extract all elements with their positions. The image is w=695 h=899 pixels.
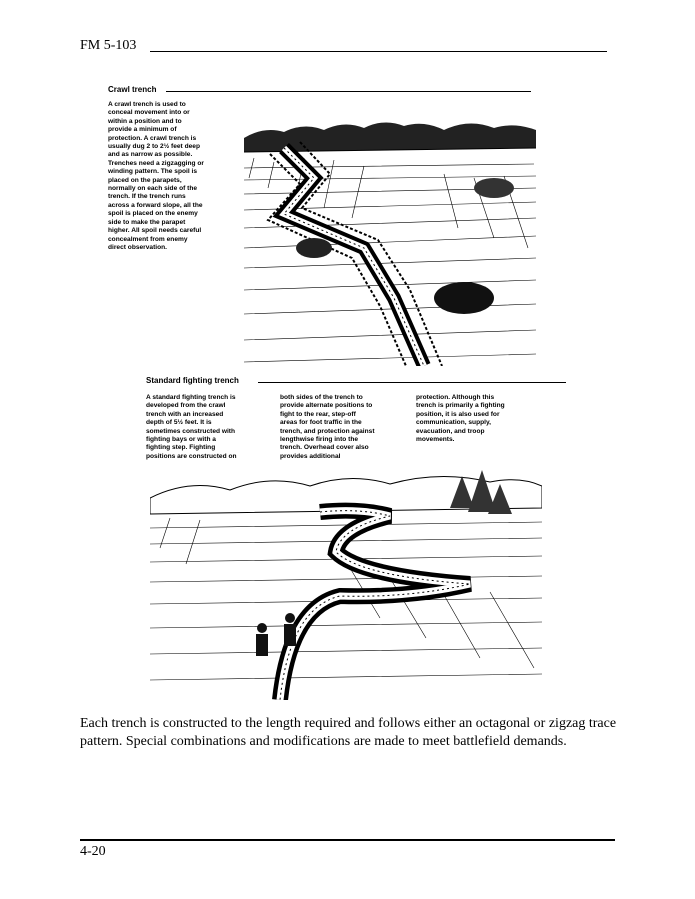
crawl-trench-text-line: trench. If the trench runs — [108, 193, 186, 201]
fighting-trench-col2-line: areas for foot traffic in the — [280, 419, 362, 427]
footer-rule — [80, 839, 615, 841]
fighting-trench-col3-line: communication, supply, — [416, 419, 491, 427]
crawl-trench-title: Crawl trench — [108, 85, 157, 94]
fighting-trench-col3-line: protection. Although this — [416, 394, 495, 401]
fighting-trench-column-1 — [146, 394, 271, 461]
crawl-trench-text-line: usually dug 2 to 2½ feet deep — [108, 143, 200, 151]
crawl-trench-description — [108, 101, 238, 252]
crawl-trench-text-line: across a forward slope, all the — [108, 201, 203, 209]
fighting-trench-column-2 — [280, 394, 405, 461]
crawl-trench-text-line: placed on the parapets, — [108, 176, 182, 184]
fighting-trench-col1-line: trench with an increased — [146, 410, 224, 418]
fighting-trench-col1-line: fighting bays or with a — [146, 436, 216, 444]
fighting-trench-col2-line: trench. Overhead cover also — [280, 444, 369, 452]
crawl-trench-rule — [166, 91, 531, 92]
fighting-trench-col1-line: fighting step. Fighting — [146, 444, 216, 452]
crawl-trench-text-line: concealment from enemy — [108, 235, 188, 243]
fighting-trench-col1-line: positions are constructed on — [146, 452, 237, 460]
crawl-trench-text-line: side to make the parapet — [108, 218, 186, 226]
crawl-trench-illustration — [244, 118, 536, 366]
crawl-trench-text-line: protection. A crawl trench is — [108, 134, 197, 142]
crawl-trench-text-line: and as narrow as possible. — [108, 151, 193, 159]
page-header: FM 5-103 — [80, 38, 137, 53]
fighting-trench-col1-line: developed from the crawl — [146, 402, 226, 410]
fighting-trench-rule — [258, 382, 566, 383]
fighting-trench-column-3 — [416, 394, 541, 444]
fighting-trench-col2-line: provide alternate positions to — [280, 402, 373, 410]
crawl-trench-text-line: spoil is placed on the enemy — [108, 210, 198, 218]
fighting-trench-col2-line: fight to the rear, step-off — [280, 410, 356, 418]
fighting-trench-col2-line: both sides of the trench to — [280, 394, 363, 401]
crawl-trench-text-line: A crawl trench is used to — [108, 101, 186, 108]
crawl-trench-text-line: normally on each side of the — [108, 185, 198, 193]
crawl-trench-text-line: conceal movement into or — [108, 109, 190, 117]
crawl-trench-text-line: winding pattern. The spoil is — [108, 168, 198, 176]
fighting-trench-title: Standard fighting trench — [146, 376, 239, 385]
fighting-trench-col3-line: position, it is also used for — [416, 410, 500, 418]
fighting-trench-col2-line: trench, and protection against — [280, 427, 375, 435]
crawl-trench-text-line: higher. All spoil needs careful — [108, 227, 202, 235]
header-rule — [150, 51, 607, 52]
fighting-trench-col3-line: trench is primarily a fighting — [416, 402, 505, 410]
body-paragraph: Each trench is constructed to the length required and follows either an octagonal or zigzag trace pattern. Special combinations and modifications are made to meet battlefield demands. — [80, 716, 617, 749]
fighting-trench-col2-line: lengthwise firing into the — [280, 436, 359, 444]
crawl-trench-text-line: provide a minimum of — [108, 126, 177, 134]
fighting-trench-illustration — [150, 468, 542, 700]
crawl-trench-text-line: direct observation. — [108, 243, 167, 251]
fighting-trench-col1-line: sometimes constructed with — [146, 427, 236, 435]
fighting-trench-col1-line: A standard fighting trench is — [146, 394, 236, 401]
fighting-trench-col3-line: movements. — [416, 436, 455, 444]
fighting-trench-col3-line: evacuation, and troop — [416, 427, 485, 435]
page-number: 4-20 — [80, 844, 106, 859]
fighting-trench-col2-line: provides additional — [280, 452, 341, 460]
crawl-trench-text-line: within a position and to — [108, 117, 182, 125]
crawl-trench-text-line: Trenches need a zigzagging or — [108, 159, 204, 167]
fighting-trench-col1-line: depth of 5½ feet. It is — [146, 419, 212, 427]
